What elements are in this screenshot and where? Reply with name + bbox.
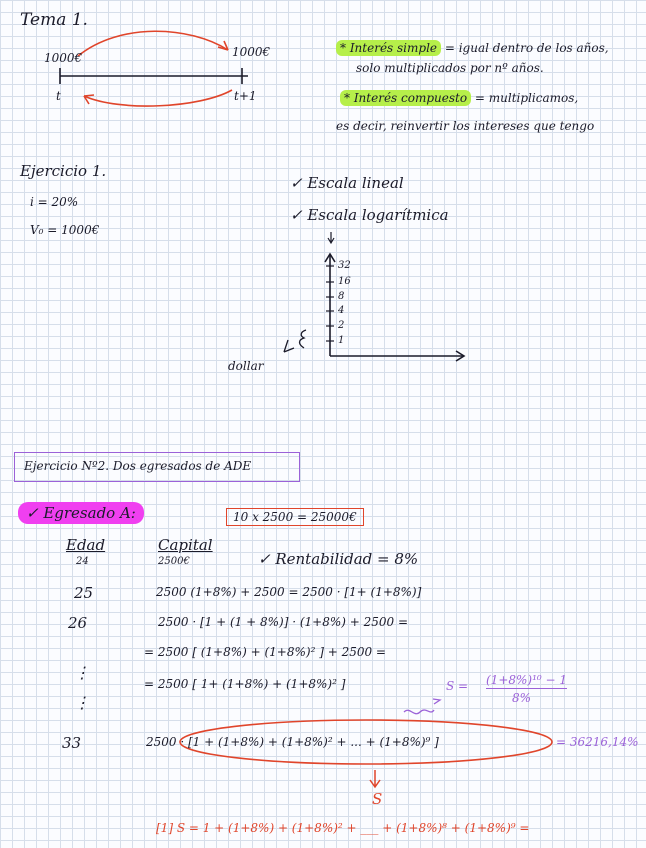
arrow-backward bbox=[84, 90, 232, 106]
row-formula: = 2500 [ (1+8%) + (1+8%)² ] + 2500 = bbox=[144, 645, 386, 659]
rentabilidad: ✓ Rentabilidad = 8% bbox=[258, 550, 419, 568]
brace bbox=[300, 330, 307, 348]
compound-interest-note bbox=[340, 92, 578, 104]
compound-interest-title: * Interés compuesto bbox=[340, 90, 471, 106]
row-age: 25 bbox=[74, 584, 94, 602]
amount-left: 1000€ bbox=[44, 51, 83, 65]
product-box: 10 x 2500 = 25000€ bbox=[226, 508, 364, 526]
vertical-dots: ⋮ bbox=[74, 663, 90, 682]
ej1-initial: V₀ = 1000€ bbox=[30, 223, 100, 237]
row-formula: 2500 · [1 + (1 + 8%)] · (1+8%) + 2500 = bbox=[158, 615, 409, 629]
bottom-equation: [1] S = 1 + (1+8%) + (1+8%)² + ___ + (1+8%)⁸ + (1+8%)⁹ = bbox=[156, 821, 530, 835]
ej2-title: Ejercicio Nº2. Dos egresados de ADE bbox=[24, 459, 252, 473]
simple-interest-note bbox=[336, 42, 609, 54]
s-formula-num: (1+8%)¹⁰ − 1 bbox=[486, 673, 568, 687]
row33-formula: 2500 · [1 + (1+8%) + (1+8%)² + ... + (1+8%)⁹ ] bbox=[146, 735, 439, 749]
tilde-arrow bbox=[404, 710, 434, 714]
y-tick-2: 2 bbox=[338, 320, 345, 331]
y-tick-32: 32 bbox=[338, 260, 351, 271]
simple-interest-title: * Interés simple bbox=[336, 40, 441, 56]
col-edad: Edad bbox=[66, 536, 106, 554]
egresado-a bbox=[18, 506, 144, 521]
simple-interest-line2: solo multiplicados por nº años. bbox=[356, 61, 544, 75]
row-formula: = 2500 [ 1+ (1+8%) + (1+8%)² ] bbox=[144, 677, 346, 691]
compound-interest-line2: es decir, reinvertir los intereses que tengo bbox=[336, 119, 595, 133]
page-title: Tema 1. bbox=[20, 10, 88, 30]
col-edad-val: 24 bbox=[76, 556, 89, 567]
s-formula-lhs: S = bbox=[446, 679, 469, 693]
row33-age: 33 bbox=[62, 734, 82, 752]
s-formula-den: 8% bbox=[512, 691, 532, 705]
y-ticks bbox=[326, 266, 334, 341]
ej1-rate: i = 20% bbox=[30, 195, 79, 209]
compound-interest-rest: = multiplicamos, bbox=[474, 91, 579, 105]
label-t1: t+1 bbox=[234, 89, 257, 103]
down-arrow bbox=[370, 770, 380, 787]
result-value: = 36216,14% bbox=[556, 735, 639, 749]
y-tick-8: 8 bbox=[338, 291, 345, 302]
simple-interest-rest: = igual dentro de los años, bbox=[444, 41, 609, 55]
y-tick-1: 1 bbox=[338, 335, 345, 346]
amount-right: 1000€ bbox=[232, 45, 271, 59]
vertical-dots: ⋮ bbox=[74, 693, 90, 712]
arrow-forward bbox=[78, 31, 228, 56]
col-capital-val: 2500€ bbox=[158, 556, 190, 567]
y-tick-4: 4 bbox=[338, 305, 345, 316]
ej1-title: Ejercicio 1. bbox=[20, 162, 107, 180]
label-t: t bbox=[56, 89, 61, 103]
col-capital: Capital bbox=[158, 536, 213, 554]
egresado-a-label: ✓ Egresado A: bbox=[18, 502, 144, 524]
s-label: S bbox=[372, 790, 383, 808]
y-tick-16: 16 bbox=[338, 276, 351, 287]
escala-lineal: ✓ Escala lineal bbox=[290, 174, 404, 192]
escala-logaritmica: ✓ Escala logarítmica bbox=[290, 206, 449, 224]
row-formula: 2500 (1+8%) + 2500 = 2500 · [1+ (1+8%)] bbox=[156, 585, 422, 599]
row-age: 26 bbox=[68, 614, 88, 632]
dollar-label: dollar bbox=[228, 359, 264, 373]
